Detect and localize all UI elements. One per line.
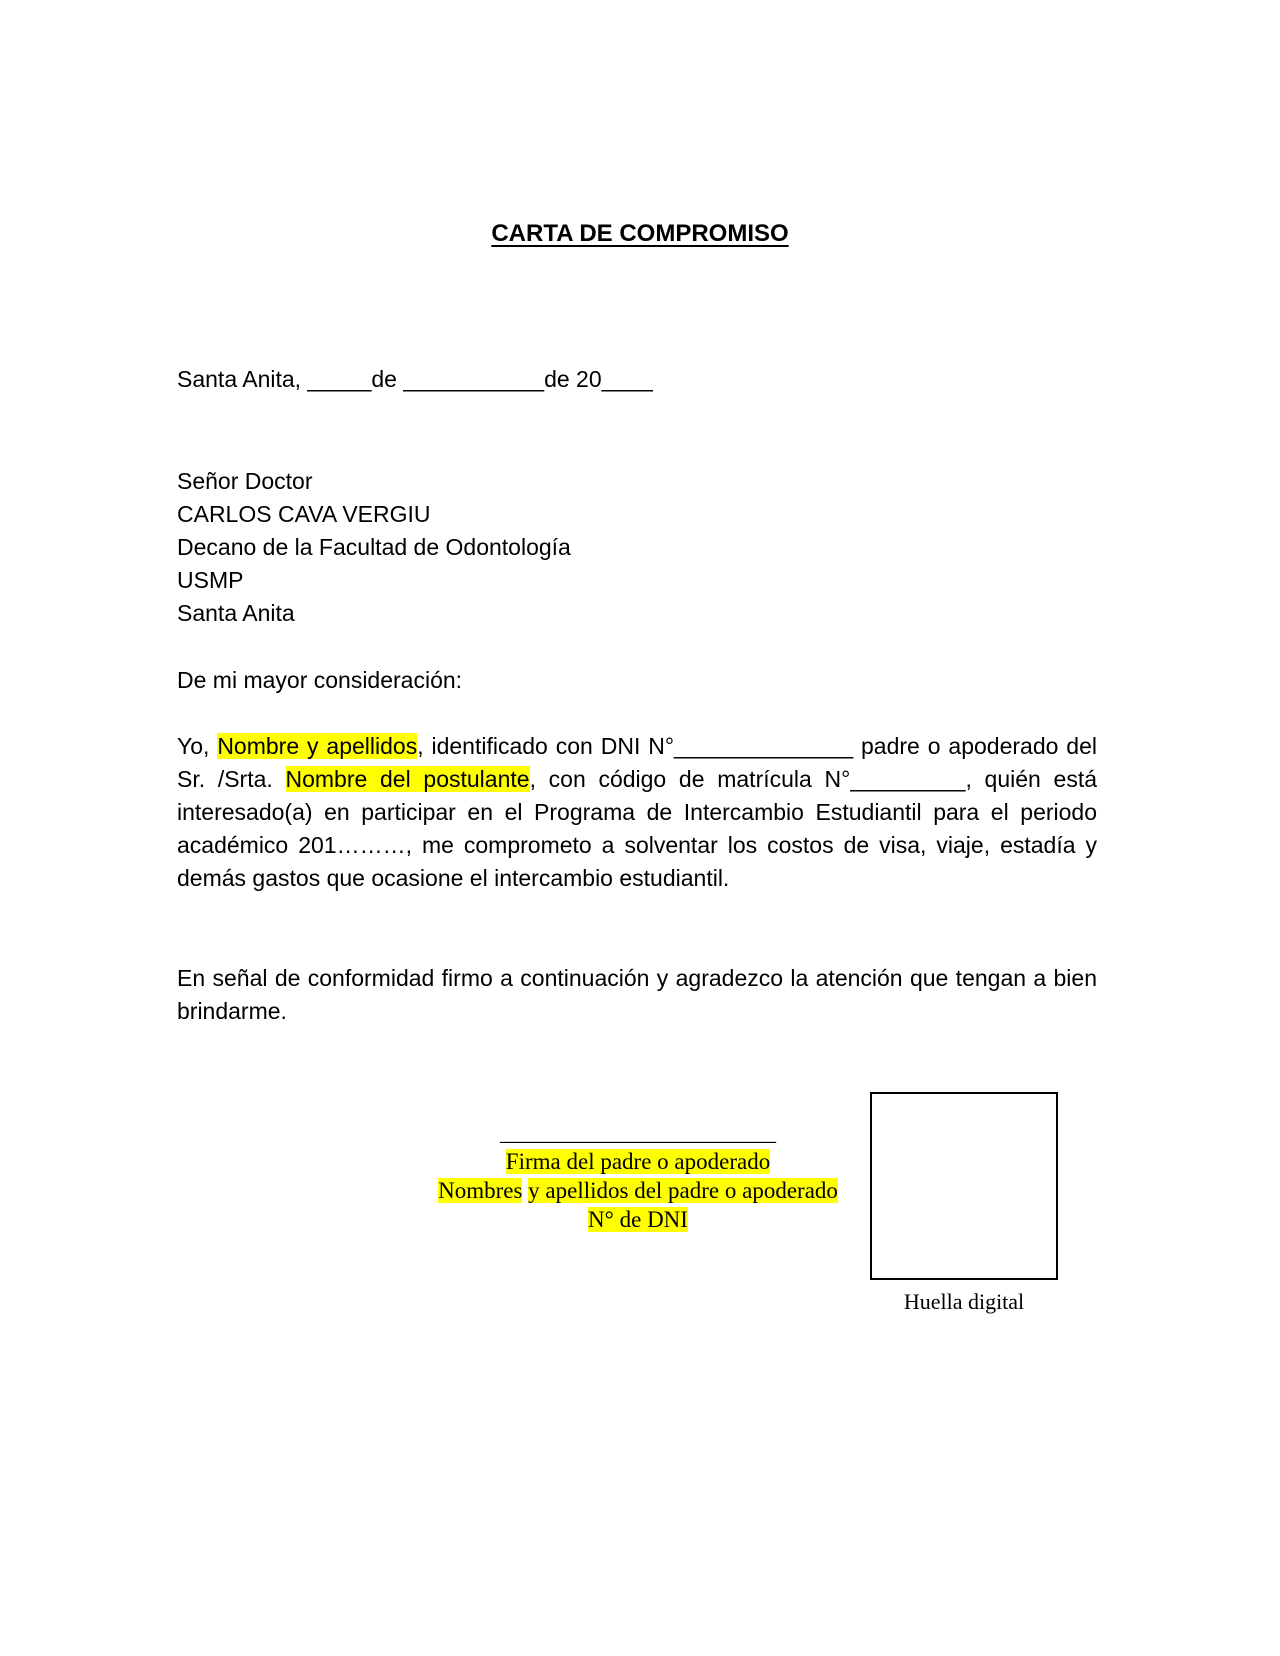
recipient-position: Decano de la Facultad de Odontología (177, 534, 571, 560)
body-text-1: Yo, (177, 733, 218, 759)
recipient-block (177, 465, 1097, 630)
fingerprint-box (870, 1092, 1058, 1280)
parent-name-field: Nombre y apellidos (217, 733, 418, 759)
date-line: Santa Anita, _____de ___________de 20____ (177, 366, 653, 392)
signature-names-part1: Nombres (438, 1178, 523, 1203)
signature-line: ________________________ (500, 1120, 776, 1145)
signature-names-part2: y apellidos del padre o apoderado (528, 1178, 838, 1203)
recipient-name: CARLOS CAVA VERGIU (177, 501, 431, 527)
applicant-name-field: Nombre del postulante (285, 766, 530, 792)
recipient-salutation: Señor Doctor (177, 468, 313, 494)
greeting: De mi mayor consideración: (177, 667, 463, 693)
document-title: CARTA DE COMPROMISO (491, 220, 789, 247)
body-text-3: , con código de matrícula N°_________, quién está interesado(a) en participar en el Programa de Intercambio Estudiantil para el periodo académico 201………, me comprometo a solventar los costos de visa, viaje, estadía y demás gastos que ocasione el intercambio estudiantil. (177, 766, 1097, 891)
recipient-institution: USMP (177, 567, 244, 593)
body-paragraph (177, 730, 1097, 895)
fingerprint-label: Huella digital (903, 1289, 1025, 1314)
signature-label: Firma del padre o apoderado (505, 1149, 771, 1174)
closing-paragraph: En señal de conformidad firmo a continuación y agradezco la atención que tengan a bien brindarme. (177, 965, 1097, 1024)
signature-block (398, 1118, 878, 1234)
signature-dni: N° de DNI (588, 1207, 688, 1232)
recipient-location: Santa Anita (177, 600, 295, 626)
body-text-2: , identificado con DNI N°______________ padre o apoderado del Sr. /Srta. (177, 733, 1097, 792)
